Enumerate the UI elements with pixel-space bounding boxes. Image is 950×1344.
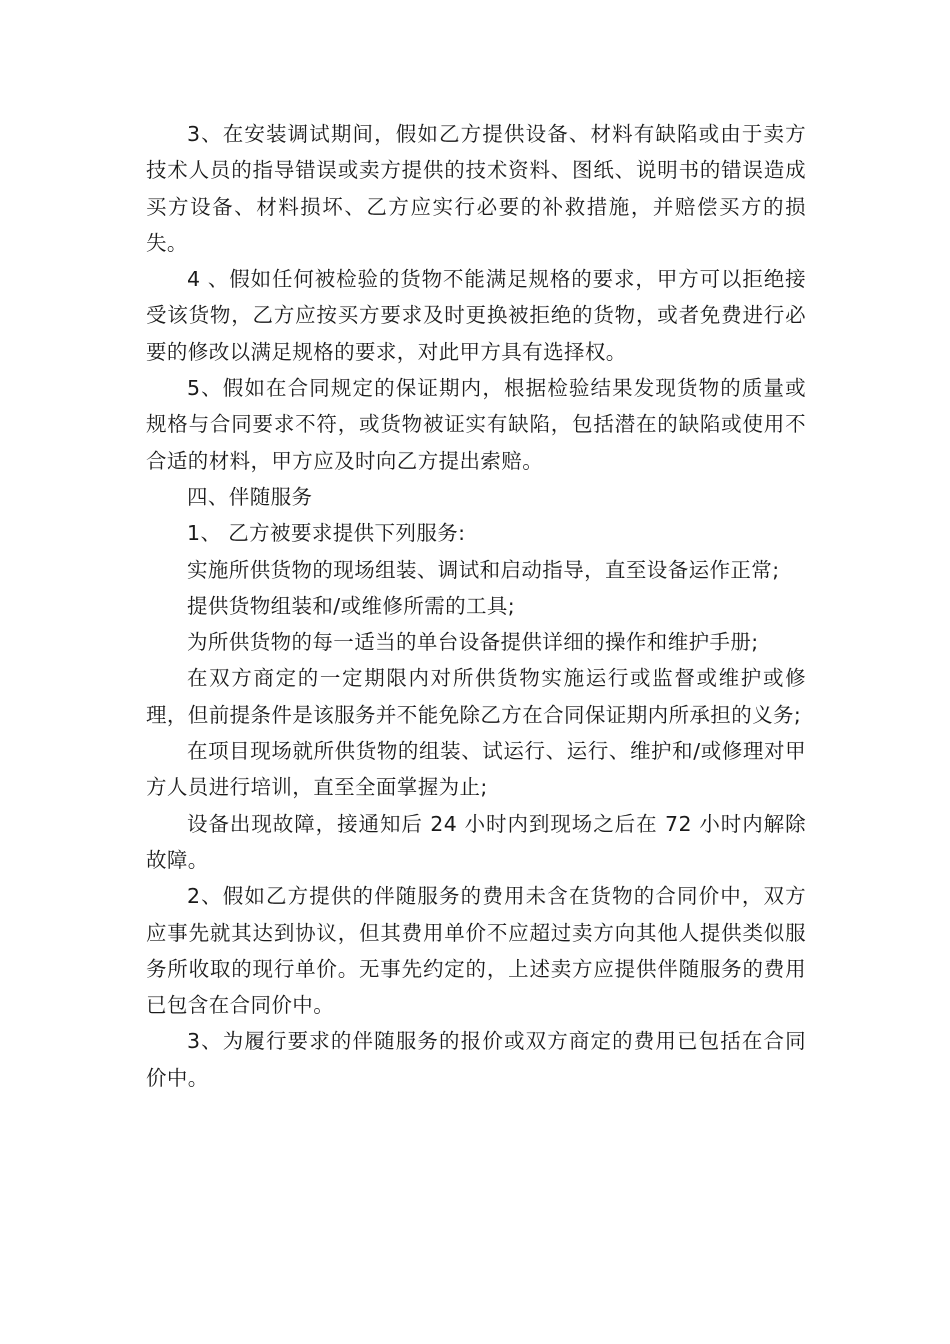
paragraph-inspection-rejection: 4 、假如任何被检验的货物不能满足规格的要求，甲方可以拒绝接受该货物，乙方应按买方要求及时更换被拒绝的货物，或者免费进行必要的修改以满足规格的要求，对此甲方具有选择权。: [146, 267, 806, 364]
list-item-operation-maintenance: 在双方商定的一定期限内对所供货物实施运行或监督或维护或修理，但前提条件是该服务并不能免除乙方在合同保证期内所承担的义务;: [146, 666, 806, 727]
paragraph-installation-defects: 3、在安装调试期间，假如乙方提供设备、材料有缺陷或由于卖方技术人员的指导错误或卖方提供的技术资料、图纸、说明书的错误造成买方设备、材料损坏、乙方应实行必要的补救措施，并赔偿买方的损失。: [146, 122, 806, 255]
list-item-fault-response: 设备出现故障，接通知后 24 小时内到现场之后在 72 小时内解除故障。: [146, 811, 806, 872]
paragraph-services-required: 1、 乙方被要求提供下列服务:: [187, 521, 466, 546]
paragraph-price-included: 3、为履行要求的伴随服务的报价或双方商定的费用已包括在合同价中。: [146, 1029, 806, 1090]
list-item-onsite-assembly: 实施所供货物的现场组装、调试和启动指导，直至设备运作正常;: [187, 557, 780, 582]
document-body: [146, 116, 806, 1096]
list-item-manuals: 为所供货物的每一适当的单台设备提供详细的操作和维护手册;: [187, 630, 759, 655]
paragraph-service-fees: 2、假如乙方提供的伴随服务的费用未含在货物的合同价中，双方应事先就其达到协议，但其费用单价不应超过卖方向其他人提供类似服务所收取的现行单价。无事先约定的，上述卖方应提供伴随服务的费用已包含在合同价中。: [146, 884, 806, 1018]
list-item-tools: 提供货物组装和/或维修所需的工具;: [187, 593, 516, 618]
section-heading-accompanying-services: 四、伴随服务: [187, 484, 313, 509]
paragraph-warranty-claim: 5、假如在合同规定的保证期内，根据检验结果发现货物的质量或规格与合同要求不符，或货物被证实有缺陷，包括潜在的缺陷或使用不合适的材料，甲方应及时向乙方提出索赔。: [146, 376, 806, 473]
list-item-training: 在项目现场就所供货物的组装、试运行、运行、维护和/或修理对甲方人员进行培训，直至全面掌握为止;: [146, 739, 806, 800]
